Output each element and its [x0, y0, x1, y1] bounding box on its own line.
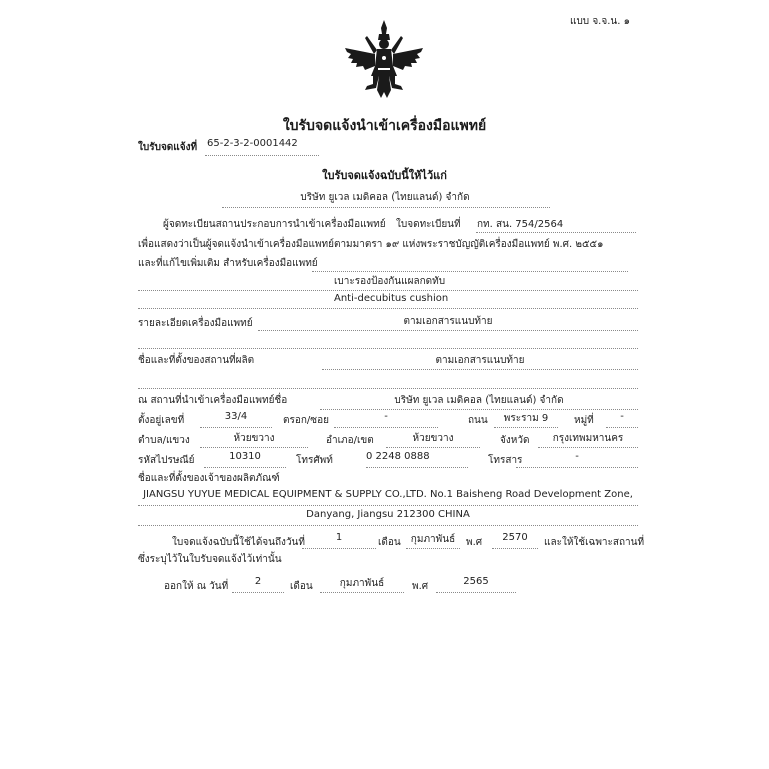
- device-name-en: Anti-decubitus cushion: [334, 293, 449, 304]
- validity-label: ใบจดแจ้งฉบับนี้ใช้ได้จนถึงวันที่: [172, 537, 305, 548]
- phone: 0 2248 0888: [366, 451, 430, 462]
- issued-to-heading: ใบรับจดแจ้งฉบับนี้ให้ไว้แก่: [322, 169, 447, 182]
- subdistrict-label: ตำบล/แขวง: [138, 435, 190, 446]
- validity-tail: และให้ใช้เฉพาะสถานที่: [544, 537, 645, 548]
- phone-label: โทรศัพท์: [296, 455, 333, 466]
- fax: -: [575, 451, 579, 462]
- notif-no-label: ใบรับจดแจ้งที่: [138, 142, 198, 153]
- postcode: 10310: [229, 451, 261, 462]
- registration-number: กท. สน. 754/2564: [477, 219, 564, 230]
- validity-line2: ซึ่งระบุไว้ในใบรับจดแจ้งไว้เท่านั้น: [138, 554, 282, 565]
- subdistrict: ห้วยขวาง: [233, 433, 275, 444]
- soi-label: ตรอก/ซอย: [283, 415, 329, 426]
- device-detail-label: รายละเอียดเครื่องมือแพทย์: [138, 318, 253, 329]
- para-line3: และที่แก้ไขเพิ่มเติม สำหรับเครื่องมือแพทย์: [138, 258, 318, 269]
- owner-address-line1: JIANGSU YUYUE MEDICAL EQUIPMENT & SUPPLY CO.,LTD. No.1 Baisheng Road Development Zone,: [143, 489, 633, 500]
- issued-year-label: พ.ศ: [412, 581, 429, 592]
- road: พระราม 9: [503, 413, 549, 424]
- para-line1-a: ผู้จดทะเบียนสถานประกอบการนำเข้าเครื่องมือแพทย์: [163, 219, 386, 230]
- road-label: ถนน: [468, 415, 488, 426]
- province-label: จังหวัด: [500, 435, 530, 446]
- importer-label: ณ สถานที่นำเข้าเครื่องมือแพทย์ชื่อ: [138, 395, 288, 406]
- addr-no: 33/4: [224, 411, 248, 422]
- validity-day: 1: [335, 532, 343, 543]
- para-line2: เพื่อแสดงว่าเป็นผู้จดแจ้งนำเข้าเครื่องมือแพทย์ตามมาตรา ๑๙ แห่งพระราชบัญญัติเครื่องมือแพทย์ พ.ศ. ๒๕๕๑: [138, 239, 604, 250]
- moo: -: [620, 411, 624, 422]
- notif-no-value: 65-2-3-2-0001442: [207, 138, 298, 149]
- garuda-emblem: [343, 18, 425, 100]
- province: กรุงเทพมหานคร: [552, 433, 624, 444]
- validity-year: 2570: [502, 532, 528, 543]
- manufacturer-value: ตามเอกสารแนบท้าย: [435, 355, 525, 366]
- owner-label: ชื่อและที่ตั้งของเจ้าของผลิตภัณฑ์: [138, 473, 280, 484]
- issued-month-label: เดือน: [290, 581, 313, 592]
- fax-label: โทรสาร: [488, 455, 523, 466]
- issued-day: 2: [254, 576, 262, 587]
- issued-month: กุมภาพันธ์: [339, 578, 385, 589]
- validity-month: กุมภาพันธ์: [410, 534, 456, 545]
- device-name-th: เบาะรองป้องกันแผลกดทับ: [334, 276, 446, 287]
- validity-month-label: เดือน: [378, 537, 401, 548]
- district-label: อำเภอ/เขต: [326, 435, 374, 446]
- validity-year-label: พ.ศ: [466, 537, 483, 548]
- addr-no-label: ตั้งอยู่เลขที่: [138, 415, 185, 426]
- para-line1-b: ใบจดทะเบียนที่: [396, 219, 461, 230]
- document-title: ใบรับจดแจ้งนำเข้าเครื่องมือแพทย์: [282, 118, 487, 134]
- company-name: บริษัท ยูเวล เมดิคอล (ไทยแลนด์) จำกัด: [300, 192, 470, 203]
- district: ห้วยขวาง: [412, 433, 454, 444]
- form-code: แบบ จ.จ.น. ๑: [570, 16, 630, 27]
- soi: -: [384, 411, 388, 422]
- issued-label: ออกให้ ณ วันที่: [164, 581, 229, 592]
- owner-address-line2: Danyang, Jiangsu 212300 CHINA: [306, 509, 470, 520]
- moo-label: หมู่ที่: [574, 415, 594, 426]
- device-detail-value: ตามเอกสารแนบท้าย: [403, 316, 493, 327]
- issued-year: 2565: [463, 576, 489, 587]
- importer-name: บริษัท ยูเวล เมดิคอล (ไทยแลนด์) จำกัด: [394, 395, 564, 406]
- manufacturer-label: ชื่อและที่ตั้งของสถานที่ผลิต: [138, 355, 255, 366]
- postcode-label: รหัสไปรษณีย์: [138, 455, 195, 466]
